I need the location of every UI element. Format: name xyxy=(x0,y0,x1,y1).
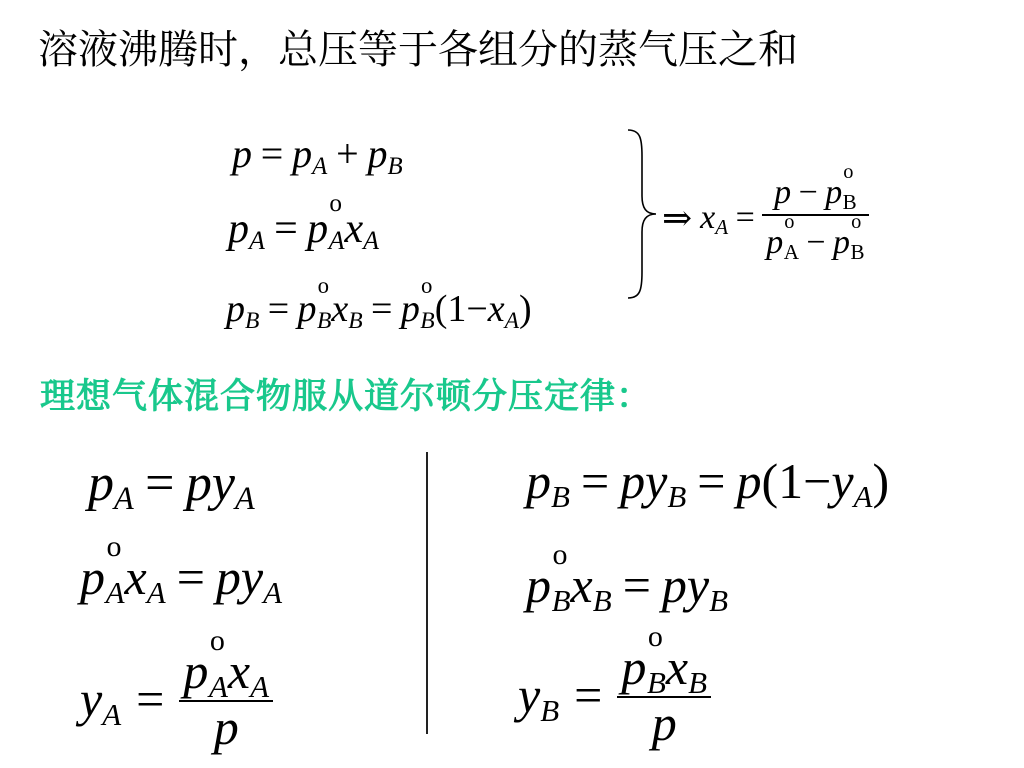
equation-total-pressure: p = pA + pB xyxy=(232,131,403,180)
equation-xa-solution: ⇒ xA = p − p o B p o A − p o B xyxy=(662,176,869,260)
equation-combined-b: p o BxB = pyB xyxy=(526,537,729,618)
implies-arrow: ⇒ xyxy=(662,198,693,238)
column-divider xyxy=(426,452,428,734)
slide-heading: 溶液沸腾时，总压等于各组分的蒸气压之和 xyxy=(38,27,798,73)
equation-raoult-a: pA = p o AxA xyxy=(228,189,380,256)
equation-yb: yB = p o BxB p xyxy=(518,642,711,748)
equation-dalton-b: pB = pyB = p(1−yA) xyxy=(526,453,890,514)
ya-fraction: p o AxA p xyxy=(179,646,273,752)
right-brace xyxy=(626,128,660,300)
equation-raoult-b: pB = p o BxB = p o B(1−xA) xyxy=(226,272,532,334)
xa-fraction: p − p o B p o A − p o B xyxy=(762,176,868,260)
equation-ya: yA = p o AxA p xyxy=(80,646,273,752)
yb-fraction: p o BxB p xyxy=(617,642,711,748)
dalton-law-heading: 理想气体混合物服从道尔顿分压定律： xyxy=(40,377,653,417)
equation-dalton-a: pA = pyA xyxy=(88,455,255,517)
equation-combined-a: p o AxA = pyA xyxy=(80,529,283,610)
